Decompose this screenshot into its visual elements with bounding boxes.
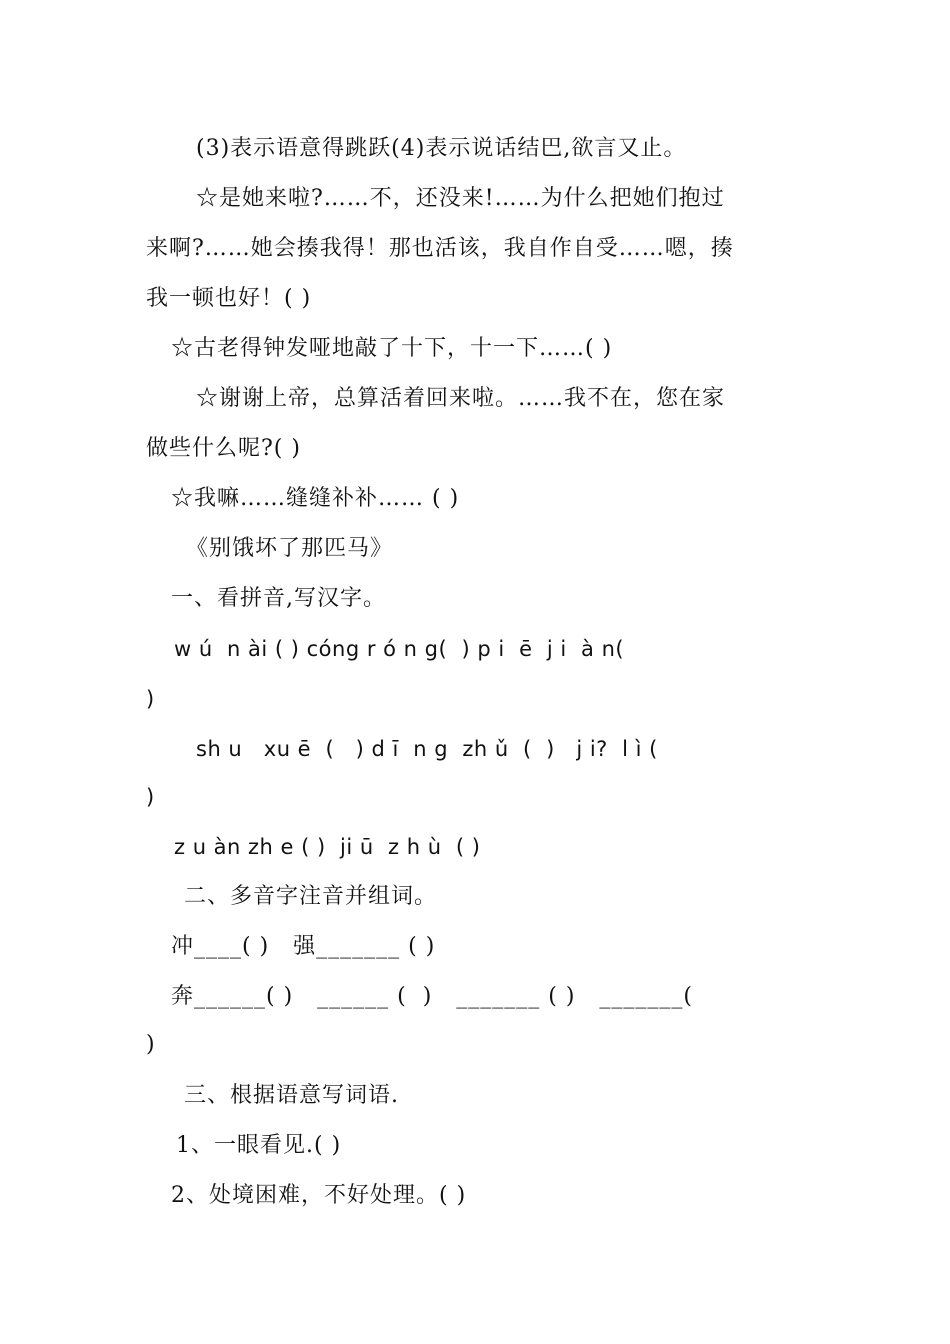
text-line-11: 二、多音字注音并组词。 (184, 884, 438, 909)
text-line-8: ☆我嘛……缝缝补补…… ( ) (171, 486, 460, 511)
text-line-14: 三、根据语意写词语. (184, 1083, 399, 1108)
pinyin-line-1: w ú n ài ( ) cóng r ó n g( ) p i ē j i à n( (174, 637, 625, 661)
pinyin-line-1-cont: ) (146, 687, 155, 711)
text-line-7: 做些什么呢?( ) (146, 436, 301, 461)
text-line-6: ☆谢谢上帝，总算活着回来啦。……我不在，您在家 (196, 386, 726, 411)
text-line-2: ☆是她来啦?……不，还没来!……为什么把她们抱过 (196, 186, 725, 211)
text-line-10: 一、看拼音,写汉字。 (171, 586, 386, 611)
pinyin-line-2: sh u xu ē ( ) d ī n g zh ǔ ( ) j i? l ì ( (196, 737, 658, 761)
text-line-9: 《别饿坏了那匹马》 (186, 536, 394, 561)
text-line-12: 冲____( ) 强_______ ( ) (171, 934, 436, 959)
pinyin-line-2-cont: ) (146, 785, 155, 809)
text-line-3: 来啊?……她会揍我得！那也活该，我自作自受……嗯，揍 (146, 236, 734, 261)
pinyin-line-3: z u àn zh e ( ) ji ū z h ù ( ) (174, 835, 481, 859)
text-line-1: (3)表示语意得跳跃(4)表示说话结巴,欲言又止。 (196, 136, 687, 161)
text-line-16: 2、处境困难，不好处理。( ) (171, 1183, 467, 1208)
text-line-5: ☆古老得钟发哑地敲了十下，十一下……( ) (171, 336, 613, 361)
text-line-13: 奔______( ) ______ ( ) _______ ( ) _______( (171, 984, 693, 1009)
text-line-13-cont: ) (146, 1032, 156, 1057)
text-line-15: 1、一眼看见.( ) (176, 1133, 342, 1158)
text-line-4: 我一顿也好！( ) (146, 286, 312, 311)
